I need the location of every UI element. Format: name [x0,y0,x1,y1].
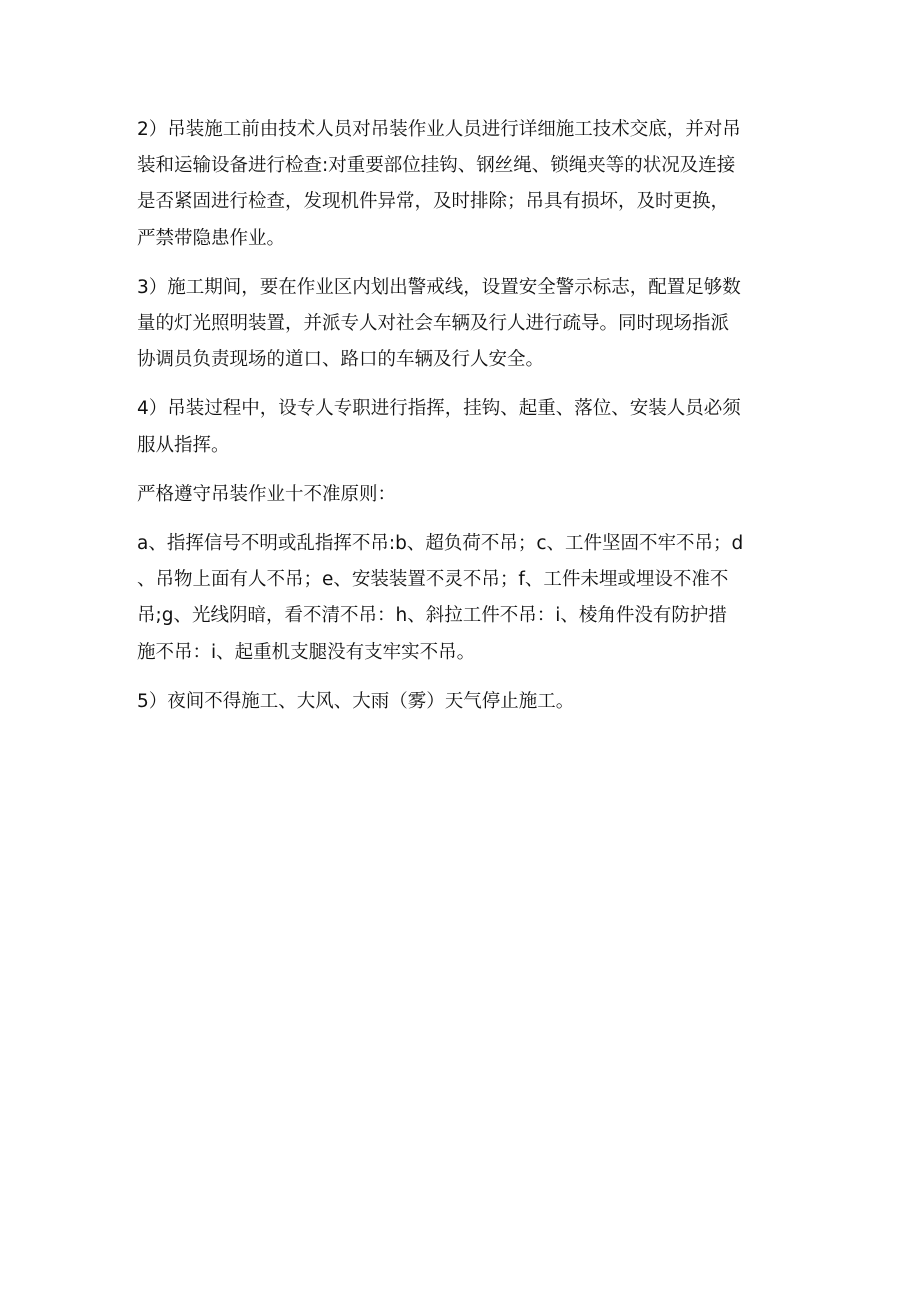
paragraph-ten-rules-list [137,526,787,671]
text-line: 量的灯光照明装置，并派专人对社会车辆及行人进行疏导。同时现场指派 [137,313,730,335]
text-line: 4）吊装过程中，设专人专职进行指挥，挂钩、起重、落位、安装人员必须 [137,398,741,420]
text-line: 、吊物上面有人不吊；e、安装装置不灵不吊；f、工件未埋或埋设不准不 [137,569,729,591]
text-line: 是否紧固进行检查，发现机件异常，及时排除；吊具有损坏，及时更换， [137,191,730,213]
paragraph-ten-rules-heading [137,477,787,513]
text-line: 装和运输设备进行检查:对重要部位挂钩、钢丝绳、锁绳夹等的状况及连接 [137,155,736,177]
text-line: 3）施工期间，要在作业区内划出警戒线，设置安全警示标志，配置足够数 [137,276,741,298]
text-line: 严格遵守吊装作业十不准原则： [137,483,397,505]
text-line: a、指挥信号不明或乱指挥不吊:b、超负荷不吊；c、工件坚固不牢不吊；d [137,533,744,555]
text-line: 严禁带隐患作业。 [137,227,286,249]
document-body [137,112,787,733]
paragraph-3-construction-period [137,270,787,379]
text-line: 服从指挥。 [137,434,230,456]
paragraph-2-hoisting-preparation [137,112,787,257]
text-line: 2）吊装施工前由技术人员对吊装作业人员进行详细施工技术交底，并对吊 [137,119,741,140]
text-line: 吊;g、光线阴暗，看不清不吊：h、斜拉工件不吊：i、棱角件没有防护措 [137,605,727,627]
paragraph-4-hoisting-process [137,391,787,463]
text-line: 协调员负责现场的道口、路口的车辆及行人安全。 [137,349,545,371]
text-line: 施不吊：i、起重机支腿没有支牢实不吊。 [137,641,476,663]
paragraph-5-night-weather [137,684,787,720]
text-line: 5）夜间不得施工、大风、大雨（雾）天气停止施工。 [137,690,575,712]
